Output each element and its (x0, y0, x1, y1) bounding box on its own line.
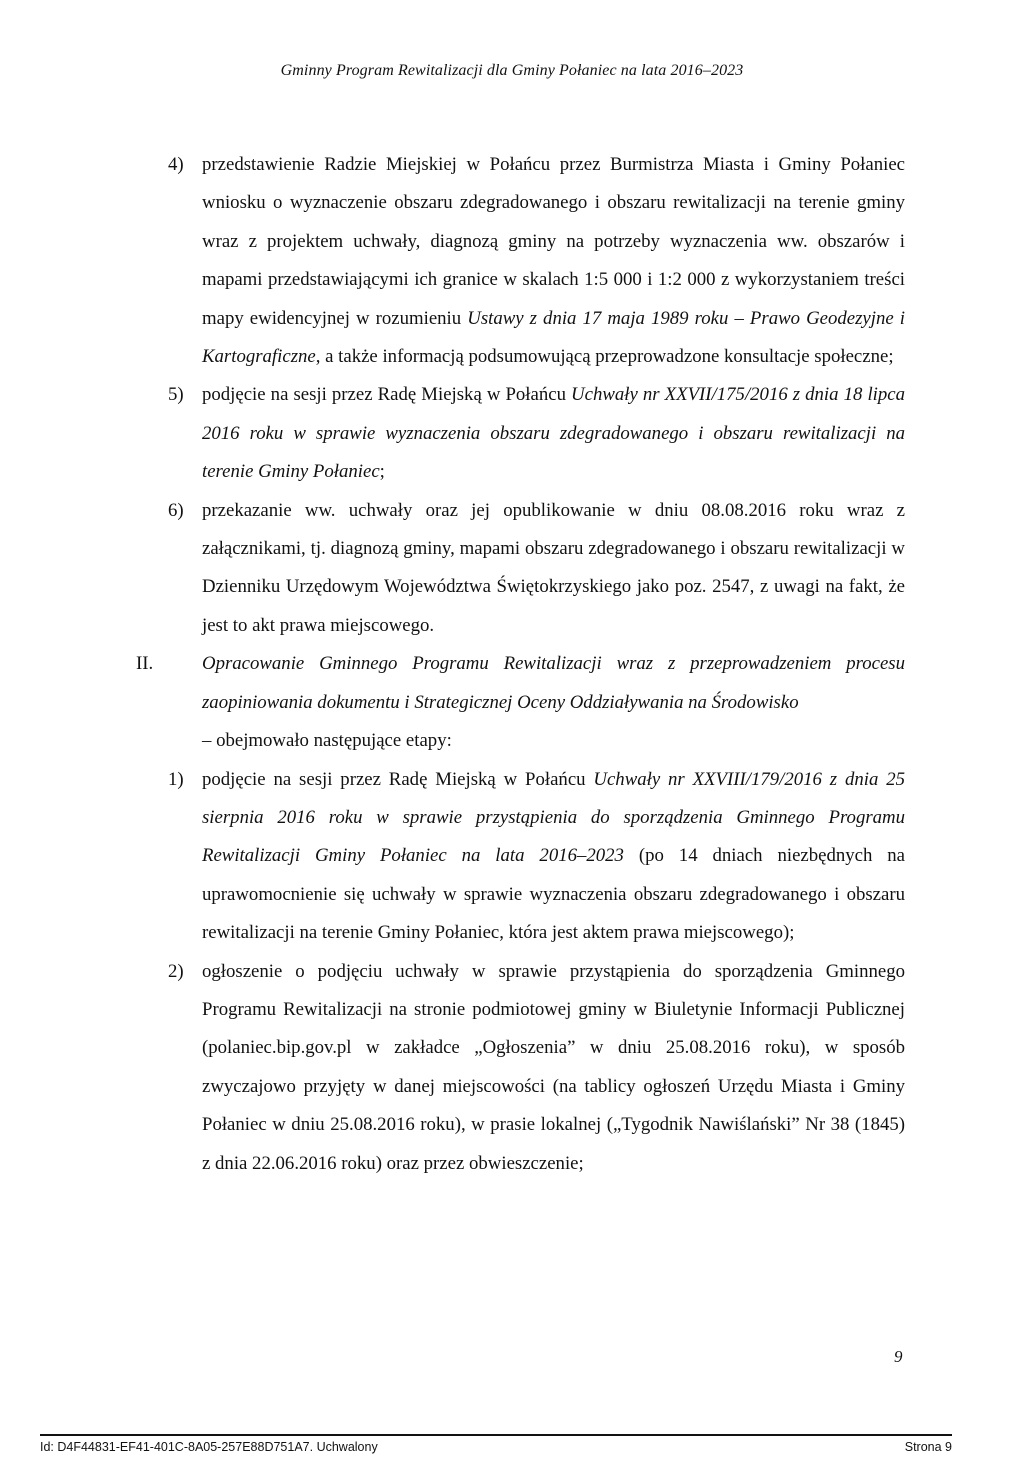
page-number: 9 (894, 1347, 903, 1366)
running-header: Gminny Program Rewitalizacji dla Gminy Połaniec na lata 2016–2023 (280, 62, 744, 79)
item-text-italic: Uchwały nr XXVIII/179/2016 z dnia 25 sierpnia 2016 roku w sprawie przystąpienia do sporządzenia Gminnego Programu Rewitalizacji Gminy Połaniec na lata 2016–2023 (202, 768, 905, 867)
section-number: II. (136, 653, 154, 675)
item-text-italic: Ustawy z dnia 17 maja 1989 roku – Prawo Geodezyjne i Kartograficzne (202, 307, 905, 368)
list-number: 6) (168, 499, 184, 521)
item-text: przekazanie ww. uchwały oraz jej opublikowanie w dniu 08.08.2016 roku wraz z załącznikami, tj. diagnozą gminy, mapami obszaru zdegradowanego i obszaru rewitalizacji w Dzienniku Urzędowym Województwa Świętokrzyskiego jako poz. 2547, z uwagi na fakt, że jest to akt prawa miejscowego. (202, 499, 905, 636)
item-text: przedstawienie Radzie Miejskiej w Połańcu przez Burmistrza Miasta i Gminy Połaniec wniosku o wyznaczenie obszaru zdegradowanego i obszaru rewitalizacji na terenie gminy wraz z projektem uchwały, diagnozą gminy na potrzeby wyznaczenia ww. obszarów i mapami przedstawiającymi ich granice w skalach 1:5 000 i 1:2 000 z wykorzystaniem treści mapy ewidencyjnej w rozumieniu (202, 154, 905, 329)
list-item-ii-2 (168, 953, 905, 1183)
section-intro: – obejmowało następujące etapy: (202, 730, 452, 752)
list-item-ii-1 (168, 761, 905, 953)
list-number: 1) (168, 768, 184, 790)
list-number: 5) (168, 384, 184, 406)
item-text: ogłoszenie o podjęciu uchwały w sprawie przystąpienia do sporządzenia Gminnego Programu Rewitalizacji na stronie podmiotowej gminy w Biuletynie Informacji Publicznej (polaniec.bip.gov.pl w zakładce „Ogłoszenia” w dniu 25.08.2016 roku), w sposób zwyczajowo przyjęty w danej miejscowości (na tablicy ogłoszeń Urzędu Miasta i Gminy Połaniec w dniu 25.08.2016 roku), w prasie lokalnej („Tygodnik Nawiślański” Nr 38 (1845) z dnia 22.06.2016 roku) oraz przez obwieszczenie; (202, 960, 905, 1174)
list-item-5 (168, 376, 905, 491)
item-text: podjęcie na sesji przez Radę Miejską w Połańcu (202, 768, 594, 790)
item-text-after: , a także informacją podsumowującą przeprowadzone konsultacje społeczne; (315, 346, 894, 368)
item-text-italic: Uchwały nr XXVII/175/2016 z dnia 18 lipca 2016 roku w sprawie wyznaczenia obszaru zdegradowanego i obszaru rewitalizacji na terenie Gminy Połaniec (202, 384, 905, 483)
section-title-italic: Opracowanie Gminnego Programu Rewitalizacji wraz z przeprowadzeniem procesu zaopiniowania dokumentu i Strategicznej Oceny Oddziaływania na Środowisko (202, 653, 905, 713)
list-number: 2) (168, 960, 184, 982)
list-item-4 (168, 146, 905, 376)
list-item-6 (168, 492, 905, 646)
item-text-after: (po 14 dniach niezbędnych na uprawomocnienie się uchwały w sprawie wyznaczenia obszaru zdegradowanego i obszaru rewitalizacji na terenie Gminy Połaniec, która jest aktem prawa miejscowego); (202, 845, 905, 944)
document-body (136, 146, 905, 1183)
item-text: podjęcie na sesji przez Radę Miejską w Połańcu (202, 384, 572, 406)
footer-divider (40, 1434, 952, 1436)
list-number: 4) (168, 154, 184, 175)
footer-page-label: Strona 9 (904, 1440, 952, 1454)
section-ii (136, 645, 905, 760)
item-text-after: ; (379, 461, 385, 483)
document-id: Id: D4F44831-EF41-401C-8A05-257E88D751A7. Uchwalony (40, 1440, 378, 1454)
page-footer (40, 1440, 952, 1454)
